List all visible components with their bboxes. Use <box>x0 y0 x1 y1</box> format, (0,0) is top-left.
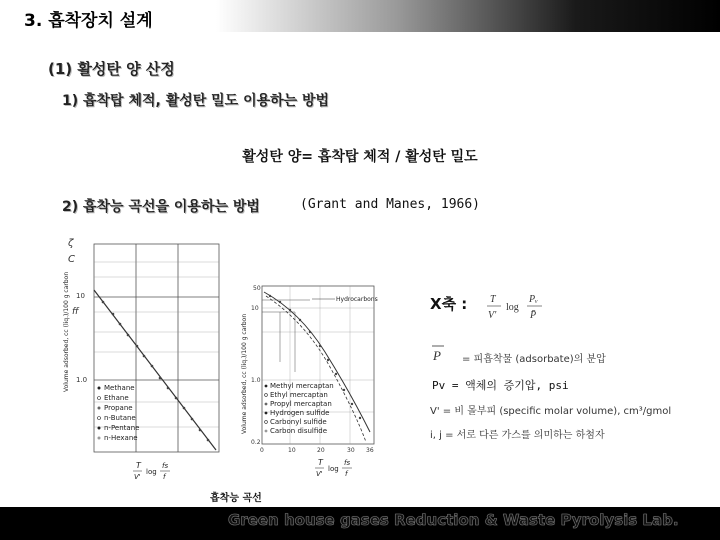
svg-text:fs: fs <box>344 459 351 467</box>
pbar-symbol <box>430 343 454 365</box>
plot2-ytick-mid: 1.0 <box>251 377 261 384</box>
svg-text:V': V' <box>488 310 497 321</box>
reference-citation: (Grant and Manes, 1966) <box>300 197 481 212</box>
pv-description: Pv = 액체의 증기압, psi <box>432 379 569 392</box>
svg-text:C: C <box>68 254 75 265</box>
plot2-ylabel: Volume adsorbed, cc (liq.)/100 g carbon <box>241 313 248 434</box>
svg-text:0: 0 <box>260 447 264 454</box>
svg-text:f: f <box>163 473 166 481</box>
section-heading: (1) 활성탄 양 산정 <box>48 60 175 78</box>
svg-text:f: f <box>345 470 348 478</box>
svg-text:Pᵥ: Pᵥ <box>529 294 538 305</box>
svg-text:log: log <box>328 465 339 473</box>
plot2-ytick-top: 50 <box>253 285 261 292</box>
svg-text:Carbonyl sulfide: Carbonyl sulfide <box>270 418 327 426</box>
svg-text:Methyl mercaptan: Methyl mercaptan <box>270 382 334 390</box>
figure-caption: 흡착능 곡선 <box>210 493 262 504</box>
plot2-ytick-bottom: 0.2 <box>251 439 261 446</box>
svg-text:P̄: P̄ <box>530 310 537 321</box>
svg-text:Ethyl mercaptan: Ethyl mercaptan <box>270 391 328 399</box>
plot1-ylabel: Volume adsorbed, cc (liq.)/100 g carbon <box>63 271 70 392</box>
x-axis-label: X축 : <box>430 295 468 313</box>
svg-text:n-Hexane: n-Hexane <box>104 434 138 442</box>
svg-text:V': V' <box>134 473 141 481</box>
svg-text:n-Pentane: n-Pentane <box>104 424 140 432</box>
svg-text:30: 30 <box>347 447 355 454</box>
svg-text:ff: ff <box>72 307 79 317</box>
plot1-legend <box>98 384 140 442</box>
svg-text:T: T <box>490 294 496 305</box>
plot1-ytick: 1.0 <box>76 376 88 384</box>
svg-text:Propyl mercaptan: Propyl mercaptan <box>270 400 332 408</box>
slide-title: 3. 흡착장치 설계 <box>24 11 153 31</box>
svg-text:10: 10 <box>76 292 85 300</box>
svg-text:Ethane: Ethane <box>104 394 129 402</box>
svg-text:T: T <box>318 458 323 467</box>
svg-text:n-Butane: n-Butane <box>104 414 136 422</box>
svg-text:10: 10 <box>288 447 296 454</box>
svg-text:Hydrogen sulfide: Hydrogen sulfide <box>270 409 330 417</box>
svg-text:log: log <box>146 468 157 476</box>
svg-text:log: log <box>506 302 519 313</box>
svg-text:36: 36 <box>366 447 374 454</box>
plot2-legend <box>265 382 334 435</box>
method-two-heading: 2) 흡착능 곡선을 이용하는 방법 <box>62 199 260 215</box>
adsorption-plot-left <box>58 232 228 482</box>
svg-text:Carbon disulfide: Carbon disulfide <box>270 427 328 435</box>
v-description: V' = 비 몰부피 (specific molar volume), cm³/gmol <box>430 406 672 417</box>
svg-text:20: 20 <box>317 447 325 454</box>
svg-text:ζ: ζ <box>68 238 74 249</box>
pbar-description: = 피흡착물 (adsorbate)의 분압 <box>462 354 606 365</box>
svg-text:T: T <box>136 461 141 470</box>
svg-text:fs: fs <box>162 462 169 470</box>
carbon-amount-formula: 활성탄 양= 흡착탑 체적 / 활성탄 밀도 <box>242 149 478 165</box>
adsorption-plot-right <box>240 282 380 482</box>
footer-lab-name: Green house gases Reduction & Waste Pyrolysis Lab. <box>228 511 679 529</box>
method-one-heading: 1) 흡착탑 체적, 활성탄 밀도 이용하는 방법 <box>62 93 330 109</box>
svg-text:Methane: Methane <box>104 384 135 392</box>
plot2-curve-label: Hydrocarbons <box>336 296 378 303</box>
svg-text:10: 10 <box>251 305 259 312</box>
svg-text:Propane: Propane <box>104 404 133 412</box>
svg-text:P: P <box>433 348 441 363</box>
ij-description: i, j = 서로 다른 가스를 의미하는 하첨자 <box>430 430 605 441</box>
x-axis-formula <box>484 290 554 324</box>
svg-text:V': V' <box>316 470 323 478</box>
